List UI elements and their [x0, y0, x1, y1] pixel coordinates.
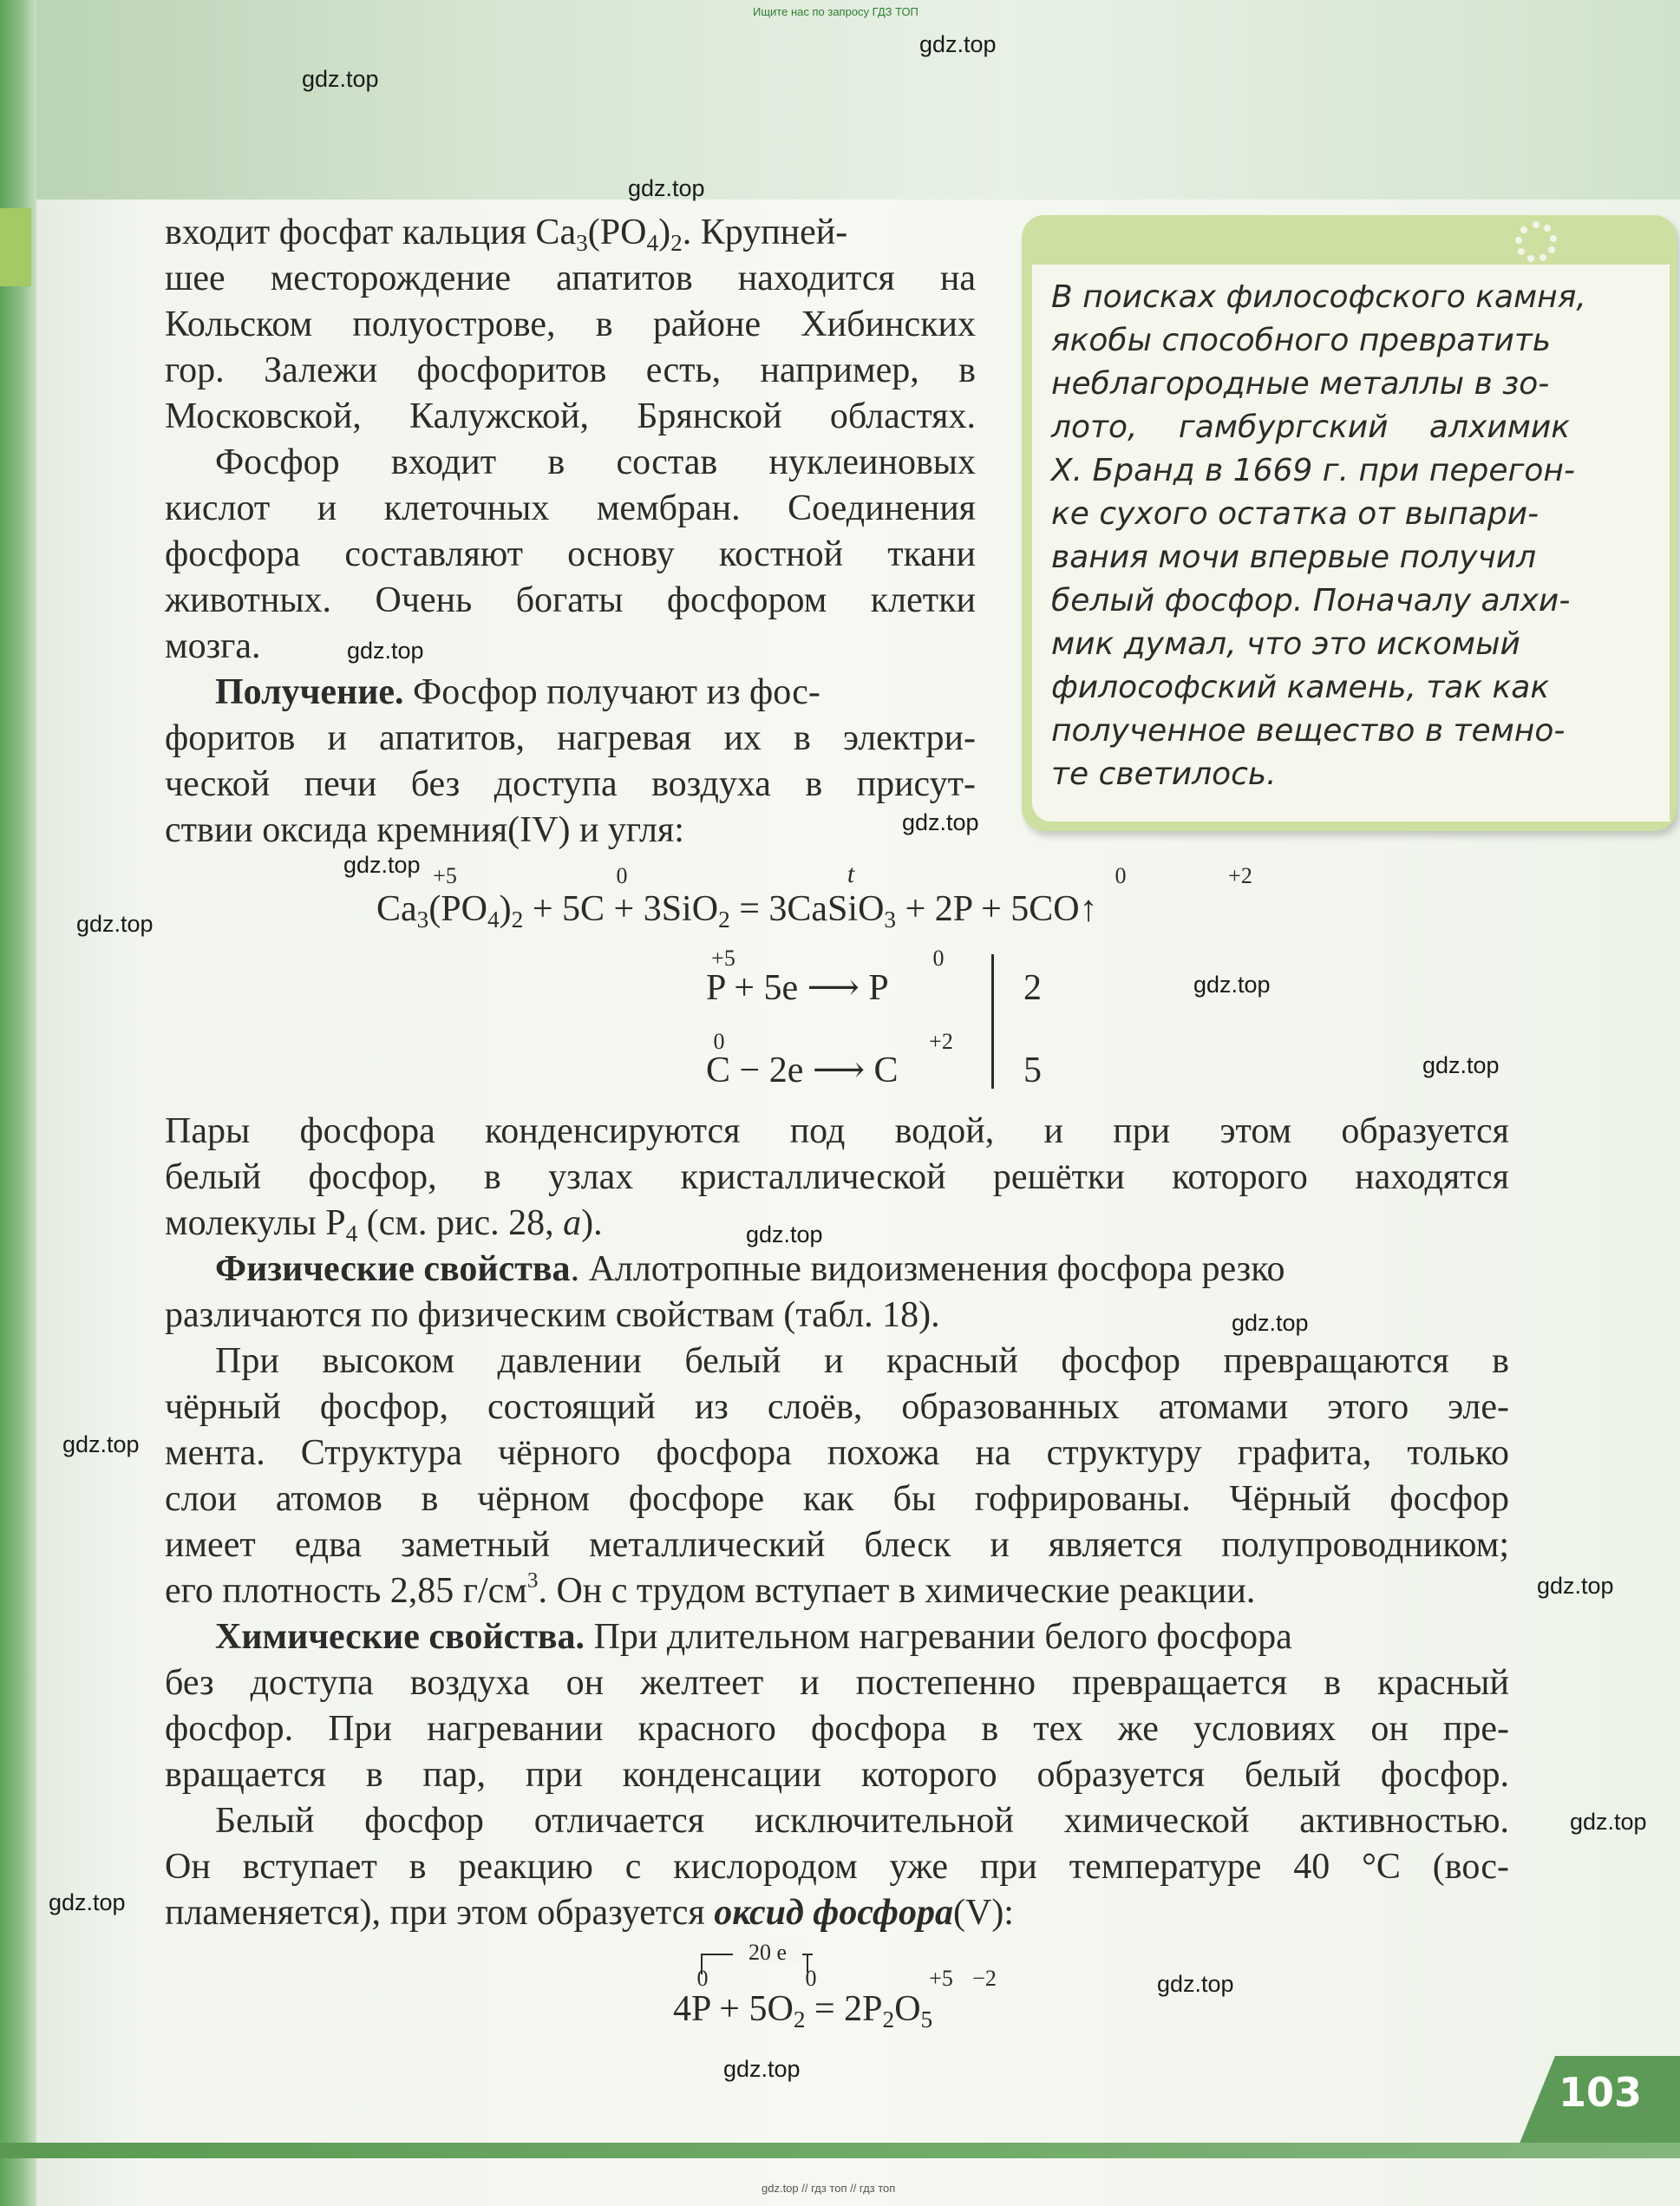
watermark: gdz.top [902, 809, 979, 835]
text-line: входит фосфат кальция $Ca_3(PO_4)_2$. Крупней- [165, 213, 848, 257]
text-line: ствии оксида кремния(IV) и угля: [165, 810, 684, 850]
page-number: 103 [1558, 2069, 1643, 2116]
text-line: Московской, Калужской, Брянской областях. [165, 396, 976, 436]
watermark: gdz.top [1193, 972, 1271, 998]
oxidation-state: 0 [696, 1966, 709, 1991]
oxidation-state: +2 [929, 1029, 953, 1054]
balance-coefficient: 2 [1023, 968, 1042, 1008]
note-line: ке сухого остатка от выпари- [1051, 496, 1539, 532]
watermark: gdz.top [919, 31, 997, 57]
oxidation-state: +5 [929, 1966, 953, 1991]
text-line: Кольском полуострове, в районе Хибинских [165, 304, 976, 344]
text-line: ческой печи без доступа воздуха в присут- [165, 764, 976, 804]
oxidation-state: 0 [805, 1966, 817, 1991]
oxidation-state: +5 [711, 946, 735, 971]
note-line: лото, гамбургский алхимик [1051, 409, 1570, 445]
watermark: gdz.top [1422, 1052, 1500, 1078]
watermark: gdz.top [62, 1431, 140, 1457]
text-line: Он вступает в реакцию с кислородом уже при температуре 40 °С (вос- [165, 1847, 1509, 1887]
left-color-tab [0, 208, 31, 286]
text-line: Физические свойства. Аллотропные видоизменения фосфора резко [215, 1249, 1285, 1289]
note-line: В поисках философского камня, [1051, 279, 1586, 315]
balance-coefficient: 5 [1023, 1051, 1042, 1090]
text-line: Пары фосфора конденсируются под водой, и при этом образуется [165, 1111, 1509, 1151]
equation-phosphorus-oxidation: $4P + 5O_2 = 2P_2O_5$ [673, 1989, 933, 2033]
oxidation-state: 0 [932, 946, 945, 971]
oxidation-state: +2 [1228, 863, 1252, 888]
oxidation-state: 0 [1115, 863, 1127, 888]
watermark: gdz.top [343, 852, 421, 878]
text-line: При высоком давлении белый и красный фосфор превращаются в [215, 1341, 1509, 1381]
note-line: те светилось. [1051, 756, 1277, 792]
dots-circle-icon [1511, 217, 1561, 267]
note-line: Х. Бранд в 1669 г. при перегон- [1051, 453, 1575, 488]
text-line: Химические свойства. При длительном нагревании белого фосфора [215, 1617, 1292, 1657]
watermark: gdz.top [1157, 1971, 1234, 1997]
text-line: Получение. Фосфор получают из фос- [215, 672, 820, 712]
section-heading: Получение. [215, 672, 404, 712]
header-band [0, 0, 1680, 200]
text-line: белый фосфор, в узлах кристаллической решётки которого находятся [165, 1157, 1509, 1197]
header-note: Ищите нас по запросу ГДЗ ТОП [753, 5, 918, 18]
oxidation-state: 0 [616, 863, 628, 888]
note-line: неблагородные металлы в зо- [1051, 366, 1550, 402]
note-line: полученное вещество в темно- [1051, 713, 1566, 749]
text-line: шее месторождение апатитов находится на [165, 259, 976, 298]
text-line: вращается в пар, при конденсации которого образуется белый фосфор. [165, 1755, 1509, 1795]
watermark: gdz.top [628, 175, 705, 201]
section-heading: Физические свойства [215, 1249, 571, 1289]
balance-divider [991, 954, 994, 1089]
text-line: кислот и клеточных мембран. Соединения [165, 488, 976, 528]
text-line: фосфора составляют основу костной ткани [165, 534, 976, 574]
text-line: гор. Залежи фосфоритов есть, например, в [165, 350, 976, 390]
text-line: фосфор. При нагревании красного фосфора в тех же условиях он пре- [165, 1709, 1509, 1749]
text-line: форитов и апатитов, нагревая их в электри- [165, 718, 976, 758]
note-line: мик думал, что это искомый [1051, 626, 1520, 662]
footer-bar [0, 2143, 1680, 2158]
text-line: чёрный фосфор, состоящий из слоёв, образованных атомами этого эле- [165, 1387, 1509, 1427]
section-heading: Химические свойства. [215, 1617, 585, 1657]
watermark: gdz.top [49, 1889, 126, 1915]
watermark: gdz.top [302, 66, 379, 92]
equation-phosphorus-production: $Ca_3(PO_4)_2 + 5C + 3SiO_2$ = 3CaSiO$_3$ + 2P + 5CO↑ [376, 889, 1098, 933]
oxidation-state: −2 [972, 1966, 997, 1991]
watermark: gdz.top [1232, 1310, 1309, 1336]
text-line: животных. Очень богаты фосфором клетки [165, 580, 976, 620]
electron-balance-line: C − 2e ⟶ C [706, 1051, 899, 1090]
note-line: вания мочи впервые получил [1051, 540, 1537, 575]
note-line: якобы способного превратить [1051, 323, 1552, 358]
note-line: философский камень, так как [1051, 670, 1550, 705]
text-line: различаются по физическим свойствам (табл. 18). [165, 1295, 940, 1335]
watermark: gdz.top [746, 1221, 823, 1247]
watermark: gdz.top [723, 2056, 801, 2082]
electron-count: 20 e [733, 1941, 802, 1964]
left-page-edge [0, 0, 36, 2206]
text-line: мозга. [165, 626, 261, 666]
watermark: gdz.top [1570, 1809, 1647, 1835]
text-line: имеет едва заметный металлический блеск и является полупроводником; [165, 1525, 1509, 1565]
note-line: белый фосфор. Поначалу алхи- [1051, 583, 1571, 619]
oxidation-state: 0 [713, 1029, 725, 1054]
condition-temperature: t [847, 860, 855, 888]
text-line: Белый фосфор отличается исключительной химической активностью. [215, 1801, 1509, 1841]
watermark: gdz.top [1537, 1573, 1614, 1599]
watermark: gdz.top [347, 638, 424, 664]
text-line: его плотность 2,85 $г/см^3$. Он с трудом вступает в химические реакции. [165, 1568, 1256, 1611]
text-line: молекулы $P_4$ (см. рис. 28, a). [165, 1203, 603, 1247]
oxidation-state: +5 [433, 863, 457, 888]
watermark: gdz.top [76, 911, 154, 937]
text-line: мента. Структура чёрного фосфора похожа на структуру графита, только [165, 1433, 1509, 1473]
text-line: без доступа воздуха он желтеет и постепенно превращается в красный [165, 1663, 1509, 1703]
text-line: пламеняется), при этом образуется оксид фосфора(V): [165, 1893, 1014, 1933]
footer-note: gdz.top // гдз топ // гдз топ [762, 2182, 896, 2195]
text-line: Фосфор входит в состав нуклеиновых [215, 442, 976, 482]
text-line: слои атомов в чёрном фосфоре как бы гофрированы. Чёрный фосфор [165, 1479, 1509, 1519]
electron-balance-line: P + 5e ⟶ P [706, 968, 889, 1008]
